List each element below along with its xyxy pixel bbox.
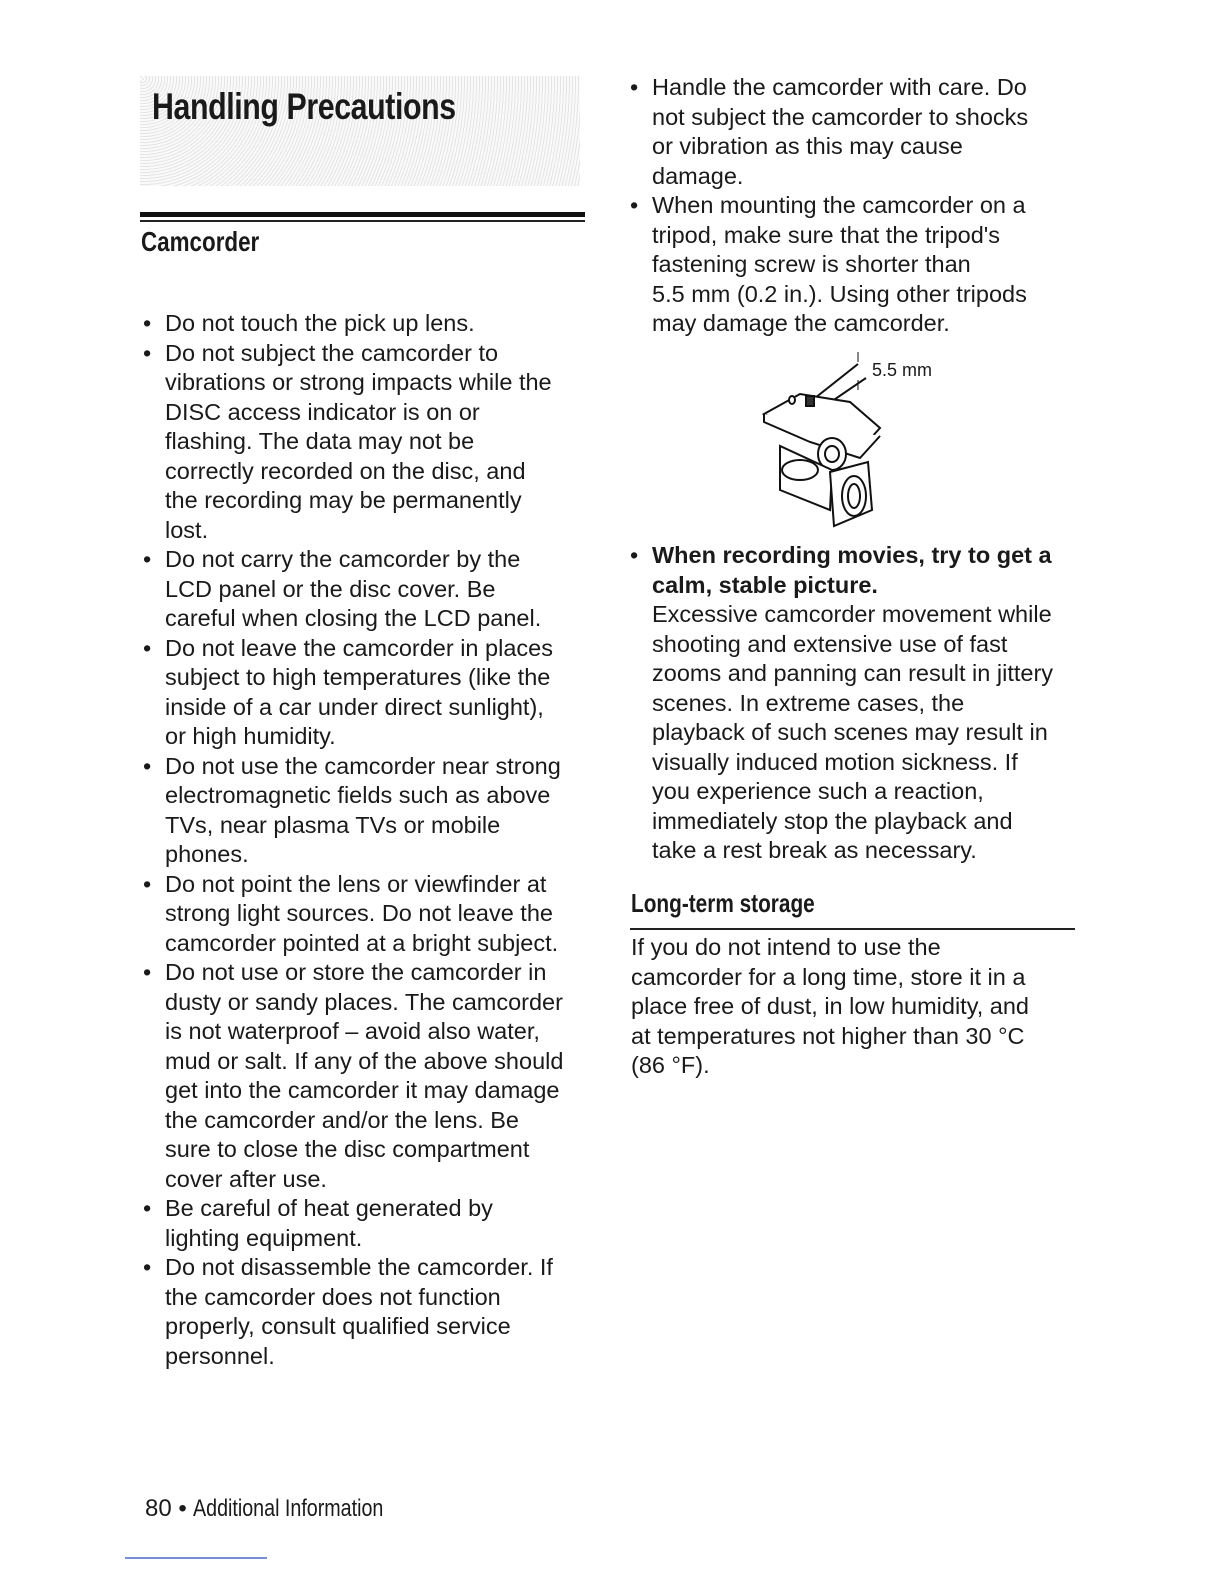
divider [630, 928, 1075, 930]
divider [140, 212, 585, 217]
figure-label: 5.5 mm [872, 360, 933, 380]
list-item: • Do not use the camcorder near strong electromagnetic fields such as above TVs, near plasma TVs or mobile phones. [145, 752, 595, 870]
page-title: Handling Precautions [152, 86, 456, 127]
list-item: • When mounting the camcorder on a tripod, make sure that the tripod's fastening screw is shorter than 5.5 mm (0.2 in.). Using other tripods may damage the camcorder. [632, 191, 1082, 339]
list-item: • Do not disassemble the camcorder. If the camcorder does not function properly, consult qualified service personnel. [145, 1253, 595, 1371]
tip-body: Excessive camcorder movement while shooting and extensive use of fast zooms and panning can result in jittery scenes. In extreme cases, the playback of such scenes may result in visually induced motion sickness. If you experience such a reaction, immediately stop the playback and take a rest break as necessary. [652, 601, 1054, 863]
footer-line [125, 1557, 267, 1559]
list-item: • Do not subject the camcorder to vibrations or strong impacts while the DISC access indicator is on or flashing. The data may not be correctly recorded on the disc, and the recording may be permanently lost. [145, 339, 595, 546]
section-heading: Camcorder [141, 226, 260, 257]
list-item [632, 541, 1082, 866]
list-item: • Do not touch the pick up lens. [145, 309, 595, 339]
divider [140, 220, 585, 222]
storage-text: If you do not intend to use the camcorder for a long time, store it in a place free of dust, in low humidity, and at temperatures not higher than 30 °C (86 °F). [631, 934, 1029, 1078]
storage-heading: Long-term storage [631, 888, 815, 918]
footer-bullet: • [178, 1495, 187, 1522]
list-item: • Do not use or store the camcorder in dusty or sandy places. The camcorder is not waterproof – avoid also water, mud or salt. If any of the above should get into the camcorder it may damage the camcorder and/or the lens. Be sure to close the disc compartment cover after use. [145, 958, 595, 1194]
handling-list [632, 73, 1082, 339]
list-item: • Do not carry the camcorder by the LCD panel or the disc cover. Be careful when closing the LCD panel. [145, 545, 595, 634]
list-item: • Do not point the lens or viewfinder at strong light sources. Do not leave the camcorder pointed at a bright subject. [145, 870, 595, 959]
footer-section: Additional Information [193, 1495, 384, 1522]
tip-heading: When recording movies, try to get a calm, stable picture. [652, 542, 1052, 598]
list-item: • Do not leave the camcorder in places subject to high temperatures (like the inside of a car under direct sunlight), or high humidity. [145, 634, 595, 752]
list-item: • Handle the camcorder with care. Do not subject the camcorder to shocks or vibration as this may cause damage. [632, 73, 1082, 191]
list-item: • Be careful of heat generated by lighting equipment. [145, 1194, 595, 1253]
movie-tip-list [632, 541, 1082, 866]
camcorder-precautions-list [145, 309, 595, 1371]
page-number: 80 [145, 1495, 172, 1522]
page-footer [145, 1495, 426, 1523]
